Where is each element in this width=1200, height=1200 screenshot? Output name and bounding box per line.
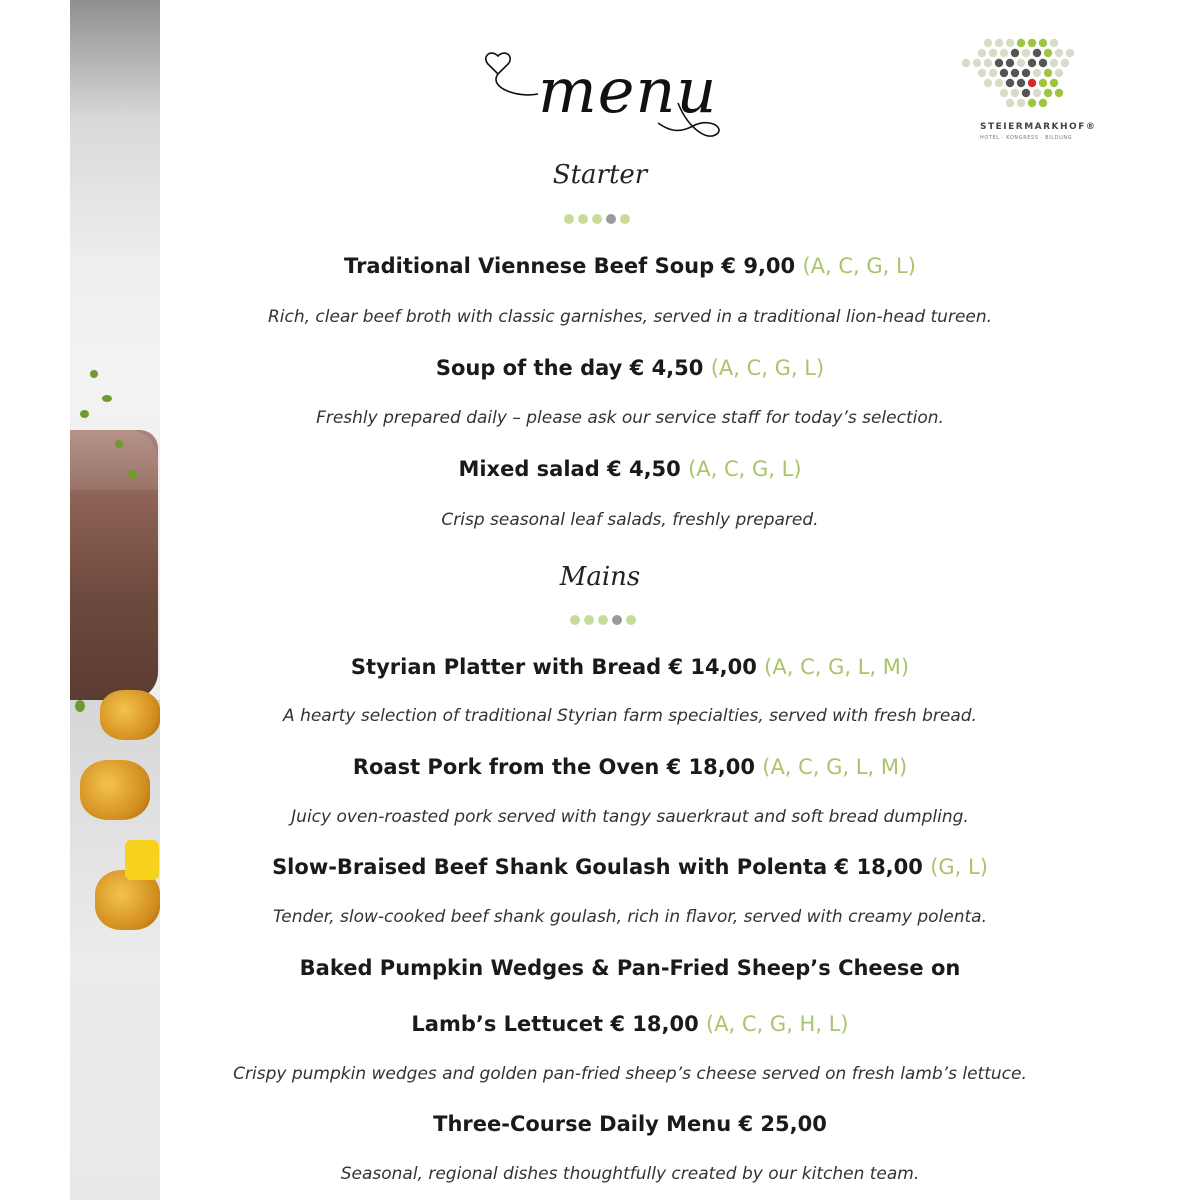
menu-title-text: menu [538,54,718,127]
divider-dot [606,214,616,224]
logo-dot [1061,59,1069,67]
menu-item-title [160,254,1100,278]
logo-dot [1000,49,1008,57]
logo-dot [1022,49,1030,57]
logo-dot [1055,69,1063,77]
menu-item-allergens: (A, C, G, H, L) [706,1012,849,1036]
menu-item-description: Crispy pumpkin wedges and golden pan-fried sheep’s cheese served on fresh lamb’s lettuce. [233,1064,1027,1084]
logo-dot [989,69,997,77]
logo-dot [973,59,981,67]
menu-item-title [160,457,1100,481]
logo-dot [1033,49,1041,57]
logo-dot [1055,89,1063,97]
logo-dot [1050,79,1058,87]
menu-item-description: Juicy oven-roasted pork served with tangy sauerkraut and soft bread dumpling. [291,807,969,827]
logo-dot [978,69,986,77]
menu-item-title [160,755,1100,779]
logo-dot [1028,59,1036,67]
photo-herb [80,410,89,418]
menu-item-title [160,855,1100,879]
menu-item-allergens: (A, C, G, L) [688,457,802,481]
menu-item-name: Lamb’s Lettucet € 18,00 [411,1012,706,1036]
menu-item-allergens: (G, L) [930,855,988,879]
photo-herb [115,440,123,448]
menu-item-name: Slow-Braised Beef Shank Goulash with Polenta € 18,00 [272,855,923,879]
divider-dot [570,615,580,625]
logo-dot [995,79,1003,87]
divider-dot [564,214,574,224]
photo-herb [102,395,112,402]
menu-item-description: Crisp seasonal leaf salads, freshly prepared. [441,510,819,530]
menu-item-description: Seasonal, regional dishes thoughtfully created by our kitchen team. [340,1164,920,1184]
menu-item-name: Baked Pumpkin Wedges & Pan-Fried Sheep’s Cheese on [299,956,961,980]
logo-dot [1017,59,1025,67]
menu-item-name: Roast Pork from the Oven € 18,00 [352,755,755,779]
logo-dot [1050,59,1058,67]
menu-item-name: Styrian Platter with Bread € 14,00 [350,655,757,679]
menu-item-title [160,655,1100,679]
divider-dot [626,615,636,625]
photo-potato [80,760,150,820]
logo-dot [1039,59,1047,67]
photo-herb [128,470,137,479]
logo-dot [1044,69,1052,77]
menu-item-name: Mixed salad € 4,50 [458,457,689,481]
steiermarkhof-logo [958,36,1098,146]
logo-dot-grid [958,36,1098,120]
logo-dot [1055,49,1063,57]
logo-dot [1022,89,1030,97]
menu-item-name: Three-Course Daily Menu € 25,00 [433,1112,827,1136]
logo-dot [1017,39,1025,47]
section-title-starter: Starter [552,160,648,190]
menu-item-description: Tender, slow-cooked beef shank goulash, rich in flavor, served with creamy polenta. [273,907,987,927]
logo-dot [1006,99,1014,107]
logo-dot [984,39,992,47]
logo-dot [989,49,997,57]
logo-dot [1017,79,1025,87]
logo-dot [1050,39,1058,47]
menu-item-allergens: (A, C, G, L) [710,356,825,380]
logo-dot [995,39,1003,47]
photo-meat-top [70,430,158,490]
logo-dot [1028,99,1036,107]
menu-item-title [160,1012,1100,1036]
logo-dot [1000,89,1008,97]
menu-item-allergens: (A, C, G, L) [802,254,916,278]
logo-dot [1033,69,1041,77]
logo-dot [978,49,986,57]
divider-dot [620,214,630,224]
menu-item-allergens: (A, C, G, L, M) [764,655,910,679]
logo-dot [1039,99,1047,107]
divider-dot [612,615,622,625]
divider-dot [592,214,602,224]
menu-item-name: Traditional Viennese Beef Soup € 9,00 [344,254,796,278]
logo-dot [1011,49,1019,57]
divider-dot [578,214,588,224]
logo-dot [1022,69,1030,77]
logo-dot [984,79,992,87]
menu-item-description: A hearty selection of traditional Styrian farm specialties, served with fresh bread. [283,706,977,726]
logo-dot [995,59,1003,67]
logo-dot [1039,79,1047,87]
logo-dot [1006,79,1014,87]
logo-dot [962,59,970,67]
logo-tagline: HOTEL · KONGRESS · BILDUNG [980,135,1073,141]
logo-dot [1006,39,1014,47]
logo-dot [1044,89,1052,97]
logo-dot [1028,79,1036,87]
photo-herb [75,700,85,712]
divider-dot [584,615,594,625]
photo-herb [90,370,98,378]
menu-item-description: Rich, clear beef broth with classic garnishes, served in a traditional lion-head tureen. [267,307,993,327]
menu-item-title [160,956,1100,980]
logo-dot [1011,69,1019,77]
logo-dot [1039,39,1047,47]
menu-item-name: Soup of the day € 4,50 [435,356,704,380]
menu-item-allergens: (A, C, G, L, M) [762,755,908,779]
logo-dot [1011,89,1019,97]
menu-item-description: Freshly prepared daily – please ask our service staff for today’s selection. [316,408,944,428]
logo-dot [1044,49,1052,57]
section-divider-dots [570,615,636,625]
photo-lemon [125,840,159,880]
logo-dot [984,59,992,67]
section-title-mains: Mains [559,562,641,592]
logo-dot [1000,69,1008,77]
logo-name: STEIERMARKHOF® [980,122,1097,132]
menu-item-title [160,1112,1100,1136]
menu-title [478,48,728,148]
logo-dot [1033,89,1041,97]
section-divider-dots [564,214,630,224]
logo-dot [1006,59,1014,67]
logo-dot [1017,99,1025,107]
photo-potato [100,690,160,740]
logo-dot [1066,49,1074,57]
divider-dot [598,615,608,625]
menu-item-title [160,356,1100,380]
logo-dot [1028,39,1036,47]
